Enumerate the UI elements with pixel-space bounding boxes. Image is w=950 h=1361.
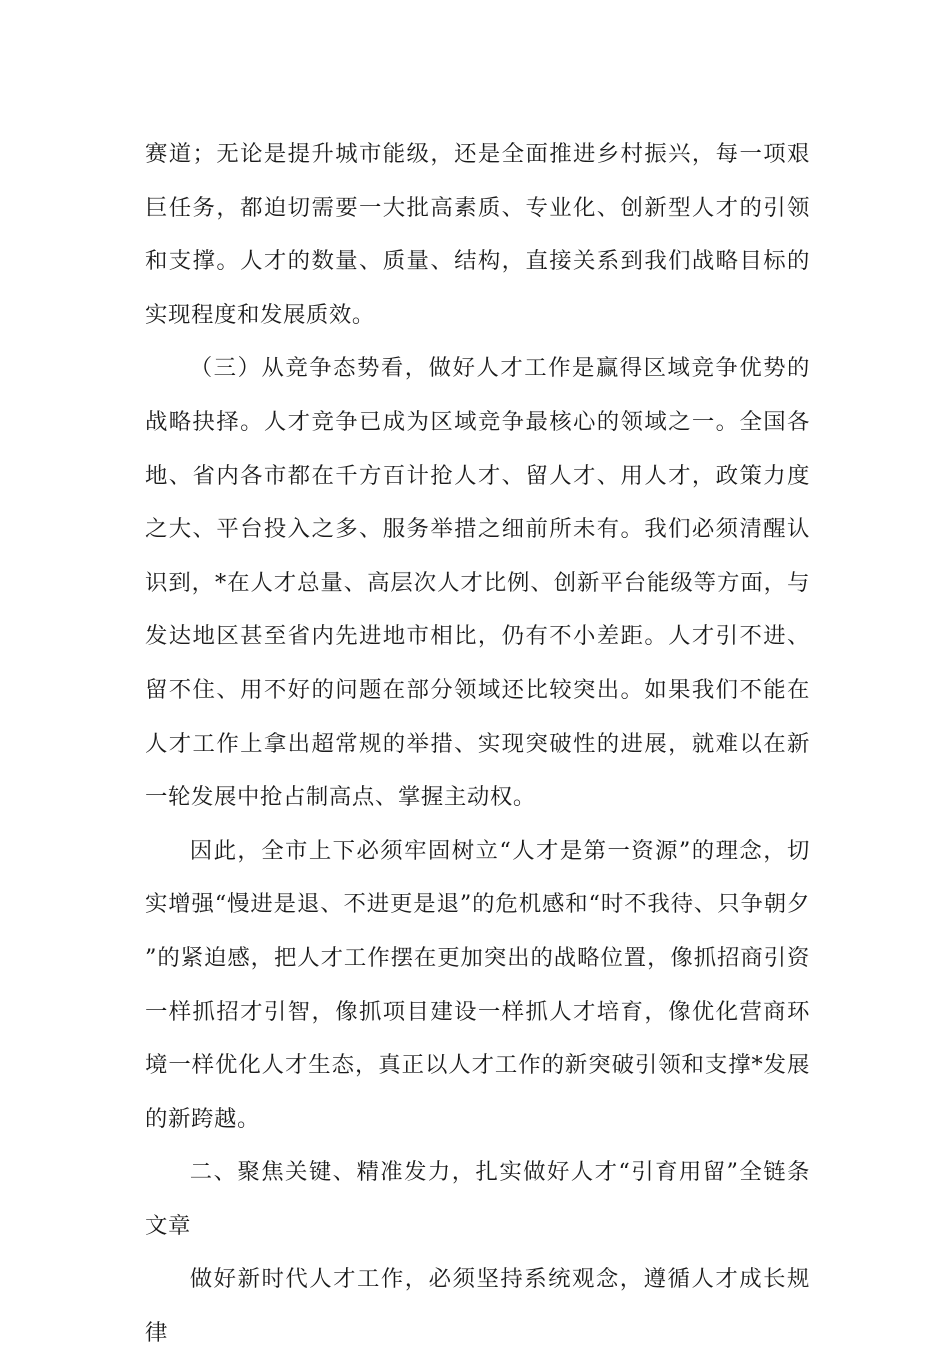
paragraph-continuation: 赛道；无论是提升城市能级，还是全面推进乡村振兴，每一项艰巨任务，都迫切需要一大批高素质、专业化、创新型人才的引领和支撑。人才的数量、质量、结构，直接关系到我们战略目标的实现程度和发展质效。	[145, 141, 810, 328]
paragraph-system-view: 做好新时代人才工作，必须坚持系统观念，遵循人才成长规律	[145, 1266, 810, 1347]
section-heading-two: 二、聚焦关键、精准发力，扎实做好人才“引育用留”全链条文章	[145, 1159, 810, 1239]
document-body	[145, 128, 810, 1361]
paragraph-competition: （三）从竞争态势看，做好人才工作是赢得区域竞争优势的战略抉择。人才竞争已成为区域竞争最核心的领域之一。全国各地、省内各市都在千方百计抢人才、留人才、用人才，政策力度之大、平台投入之多、服务举措之细前所未有。我们必须清醒认识到，*在人才总量、高层次人才比例、创新平台能级等方面，与发达地区甚至省内先进地市相比，仍有不小差距。人才引不进、留不住、用不好的问题在部分领域还比较突出。如果我们不能在人才工作上拿出超常规的举措、实现突破性的进展，就难以在新一轮发展中抢占制高点、掌握主动权。	[145, 355, 810, 811]
paragraph-therefore: 因此，全市上下必须牢固树立“人才是第一资源”的理念，切实增强“慢进是退、不进更是退”的危机感和“时不我待、只争朝夕”的紧迫感，把人才工作摆在更加突出的战略位置，像抓招商引资一样抓招才引智，像抓项目建设一样抓人才培育，像优化营商环境一样优化人才生态，真正以人才工作的新突破引领和支撑*发展的新跨越。	[145, 837, 810, 1132]
